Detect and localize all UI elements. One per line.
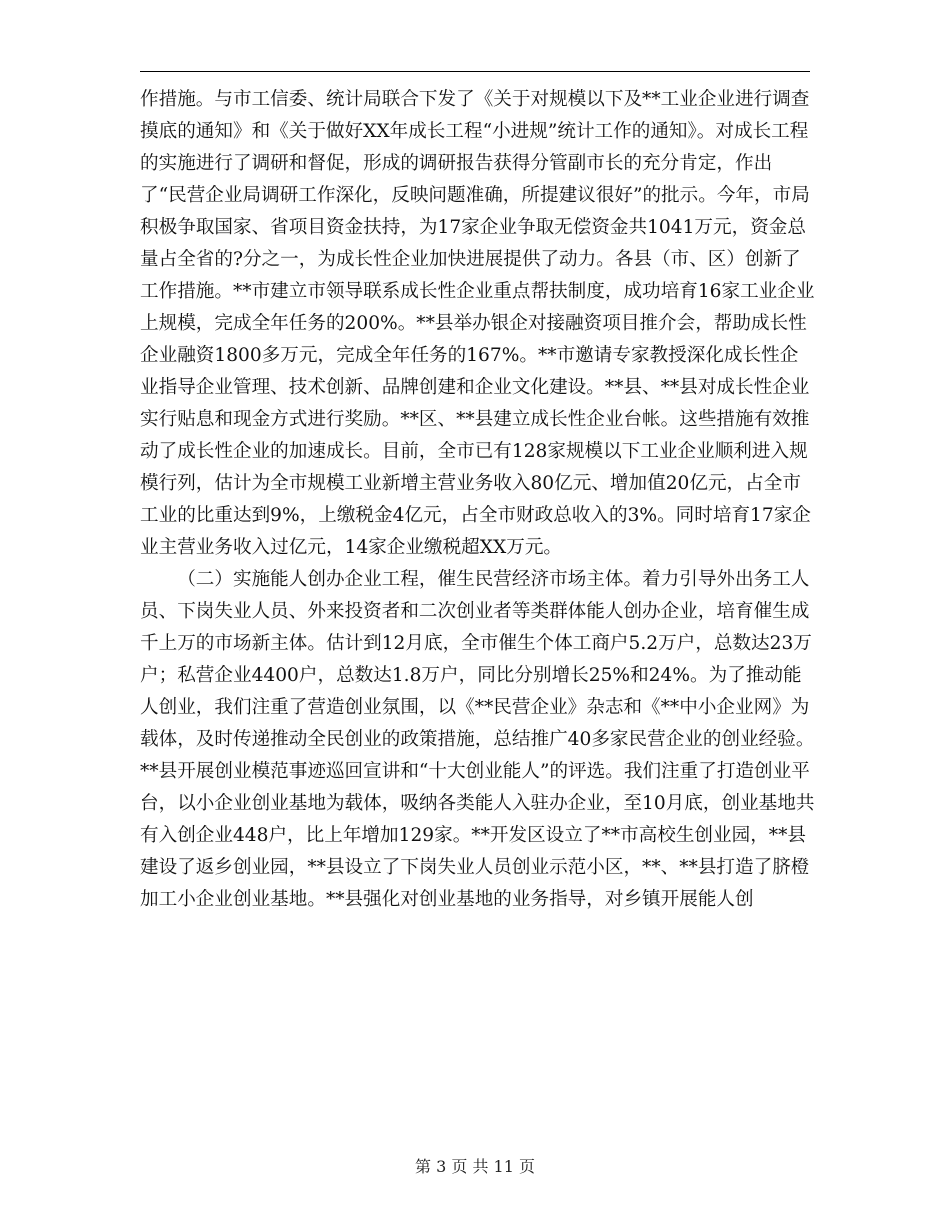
paragraph-continued: 作措施。与市工信委、统计局联合下发了《关于对规模以下及**工业企业进行调查摸底的通知》和《关于做好XX年成长工程“小进规”统计工作的通知》。对成长工程的实施进行了调研和督促，形成的调研报告获得分管副市长的充分肯定，作出了“民营企业局调研工作深化，反映问题准确，所提建议很好”的批示。今年，市局积极争取国家、省项目资金扶持，为17家企业争取无偿资金共1041万元，资金总量占全省的?分之一，为成长性企业加快进展提供了动力。各县（市、区）创新了工作措施。**市建立市领导联系成长性企业重点帮扶制度，成功培育16家工业企业上规模，完成全年任务的200%。**县举办银企对接融资项目推介会，帮助成长性企业融资1800多万元，完成全年任务的167%。**市邀请专家教授深化成长性企业指导企业管理、技术创新、品牌创建和企业文化建设。**县、**县对成长性企业实行贴息和现金方式进行奖励。**区、**县建立成长性企业台帐。这些措施有效推动了成长性企业的加速成长。目前，全市已有128家规模以下工业企业顺利进入规模行列，估计为全市规模工业新增主营业务收入80亿元、增加值20亿元，占全市工业的比重达到9%，上缴税金4亿元，占全市财政总收入的3%。同时培育17家企业主营业务收入过亿元，14家企业缴税超XX万元。 <box>140 89 815 558</box>
header-rule <box>140 71 810 72</box>
paragraph-section-2: （二）实施能人创办企业工程，催生民营经济市场主体。着力引导外出务工人员、下岗失业人员、外来投资者和二次创业者等类群体能人创办企业，培育催生成千上万的市场新主体。估计到12月底，全市催生个体工商户5.2万户，总数达23万户；私营企业4400户，总数达1.8万户，同比分别增长25%和24%。为了推动能人创业，我们注重了营造创业氛围，以《**民营企业》杂志和《**中小企业网》为载体，及时传递推动全民创业的政策措施，总结推广40多家民营企业的创业经验。**县开展创业模范事迹巡回宣讲和“十大创业能人”的评选。我们注重了打造创业平台，以小企业创业基地为载体，吸纳各类能人入驻办企业，至10月底，创业基地共有入创企业448户，比上年增加129家。**开发区设立了**市高校生创业园，**县建设了返乡创业园，**县设立了下岗失业人员创业示范小区，**、**县打造了脐橙加工小企业创业基地。**县强化对创业基地的业务指导，对乡镇开展能人创 <box>140 569 815 910</box>
page-number-footer: 第 3 页 共 11 页 <box>415 1157 535 1176</box>
document-body <box>140 84 815 916</box>
